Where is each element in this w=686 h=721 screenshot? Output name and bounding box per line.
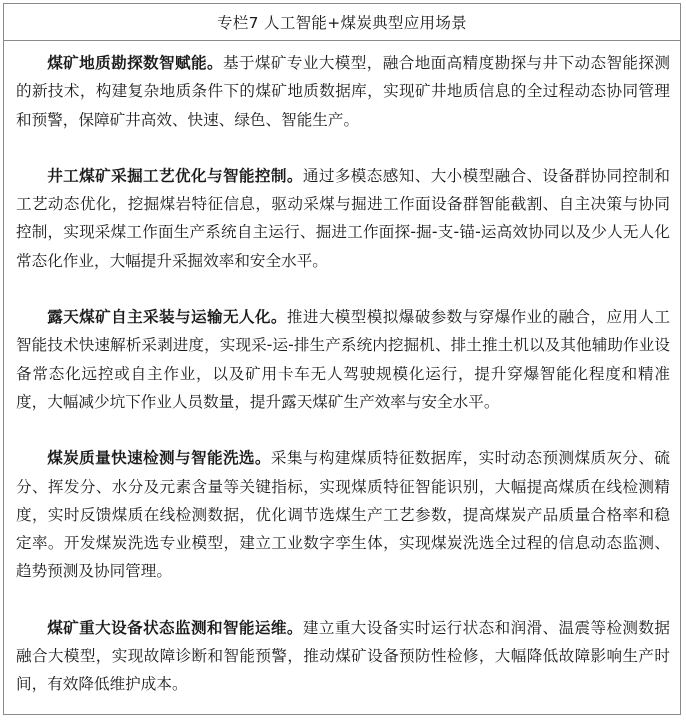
paragraph-lead: 露天煤矿自主采装与运输无人化。 (47, 308, 287, 327)
paragraph-lead: 煤矿地质勘探数智赋能。 (47, 54, 223, 72)
paragraph-geological-exploration (16, 49, 670, 134)
column-box (3, 3, 681, 715)
paragraph-spacer (16, 134, 670, 162)
paragraph-open-pit (16, 303, 670, 416)
paragraph-text: 通过多模态感知、大小模型融合、设备群协同控制和工艺动态优化，挖掘煤岩特征信息，驱动采煤与掘进工作面设备群智能截割、自主决策与协同控制，实现采煤工作面生产系统自主运行、掘进工作面探-掘-支-锚-运高效协同以及少人无人化常态化作业，大幅提升采掘效率和安全水平。 (16, 166, 670, 270)
paragraph-lead: 煤炭质量快速检测与智能洗选。 (47, 449, 271, 468)
paragraph-lead: 井工煤矿采掘工艺优化与智能控制。 (47, 166, 303, 185)
paragraph-underground-mining (16, 162, 670, 275)
paragraph-spacer (16, 416, 670, 444)
paragraph-text: 推进大模型模拟爆破参数与穿爆作业的融合，应用人工智能技术快速解析采剥进度，实现采-运-排生产系统内挖掘机、排土推土机以及其他辅助作业设备常态化远控或自主作业，以及矿用卡车无人驾驶规模化运行，提升穿爆智能化程度和精准度，大幅减少坑下作业人员数量，提升露天煤矿生产效率与安全水平。 (16, 308, 670, 411)
paragraph-coal-quality (16, 444, 670, 585)
column-title: 专栏7 人工智能+煤炭典型应用场景 (4, 4, 680, 41)
column-content (4, 41, 680, 699)
paragraph-equipment-maintenance (16, 614, 670, 699)
paragraph-lead: 煤矿重大设备状态监测和智能运维。 (47, 618, 303, 637)
paragraph-text: 建立重大设备实时运行状态和润滑、温震等检测数据融合大模型，实现故障诊断和智能预警，推动煤矿设备预防性检修，大幅降低故障影响生产时间，有效降低维护成本。 (16, 618, 670, 694)
paragraph-spacer (16, 275, 670, 303)
paragraph-spacer (16, 586, 670, 614)
paragraph-text: 基于煤矿专业大模型，融合地面高精度勘探与井下动态智能探测的新技术，构建复杂地质条件下的煤矿地质数据库，实现矿井地质信息的全过程动态协同管理和预警，保障矿井高效、快速、绿色、智能生产。 (16, 54, 670, 129)
paragraph-text: 采集与构建煤质特征数据库，实时动态预测煤质灰分、硫分、挥发分、水分及元素含量等关键指标，实现煤质特征智能识别，大幅提高煤质在线检测精度，实时反馈煤质在线检测数据，优化调节选煤生产工艺参数，提高煤炭产品质量合格率和稳定率。开发煤炭洗选专业模型，建立工业数字孪生体，实现煤炭洗选全过程的信息动态监测、趋势预测及协同管理。 (16, 449, 670, 581)
